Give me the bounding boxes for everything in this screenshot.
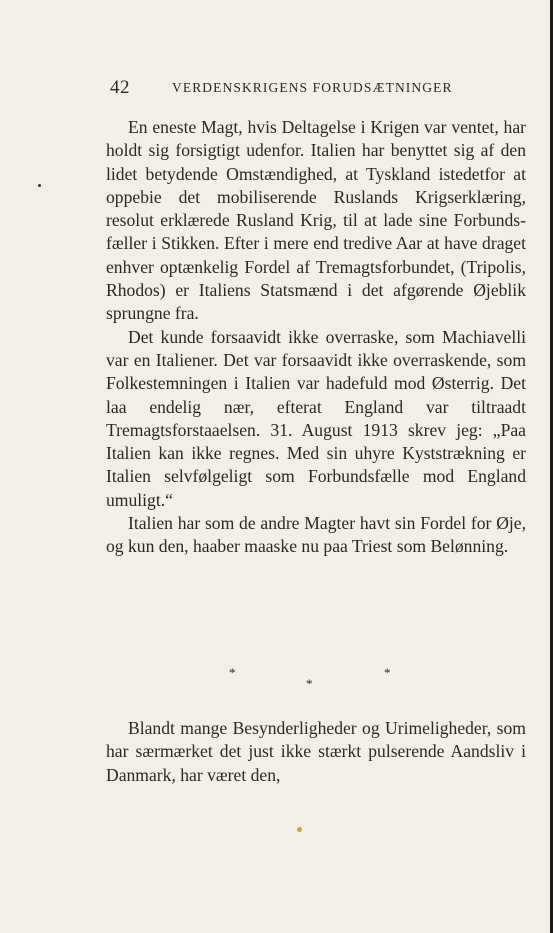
page-header xyxy=(110,73,530,103)
page-number: 42 xyxy=(110,77,130,98)
paragraph-3: Italien har som de andre Magter havt sin Fordel for Øje, og kun den, haaber maaske nu paa Triest som Belønning. xyxy=(106,513,526,557)
section-separator xyxy=(0,660,553,700)
separator-star-left: * xyxy=(229,665,236,680)
separator-star-center: * xyxy=(306,676,313,691)
continuation-text xyxy=(106,717,526,787)
main-text xyxy=(106,116,526,559)
separator-star-right: * xyxy=(384,665,391,680)
running-head: VERDENSKRIGENS FORUDSÆTNINGER xyxy=(172,80,453,95)
margin-speck xyxy=(38,184,41,187)
paragraph-1: En eneste Magt, hvis Deltagelse i Krigen var ventet, har holdt sig forsigtigt udenfor. Italien har benyttet sig af den lidet betydende Omstændighed, at Tyskland istedetfor at oppebie det mobiliserende Ruslands Krigserklæring, resolut erklærede Rusland Krig, til at lade sine Forbundsfæller i Stikken. Efter i mere end tredive Aar at have draget enhver optænkelig Fordel af Tremagtsforbundet, (Tripolis, Rhodos) er Italiens Statsmænd i det afgørende Øjeblik sprungne fra. xyxy=(106,117,526,324)
paper-speck xyxy=(297,827,302,832)
paragraph-4: Blandt mange Besynderligheder og Urimeligheder, som har særmærket det just ikke stærkt pulserende Aandsliv i Danmark, har været den, xyxy=(106,718,526,785)
paragraph-2: Det kunde forsaavidt ikke overraske, som Machiavelli var en Italiener. Det var forsaavidt ikke overraskende, som Folkestemningen i Italien var hadefuld mod Østerrig. Det laa endelig nær, efterat England var tiltraadt Tremagtsforstaaelsen. 31. August 1913 skrev jeg: „Paa Italien kan ikke regnes. Med sin uhyre Kyststrækning er Italien selvfølgeligt som Forbundsfælle mod England umuligt.“ xyxy=(106,326,526,510)
